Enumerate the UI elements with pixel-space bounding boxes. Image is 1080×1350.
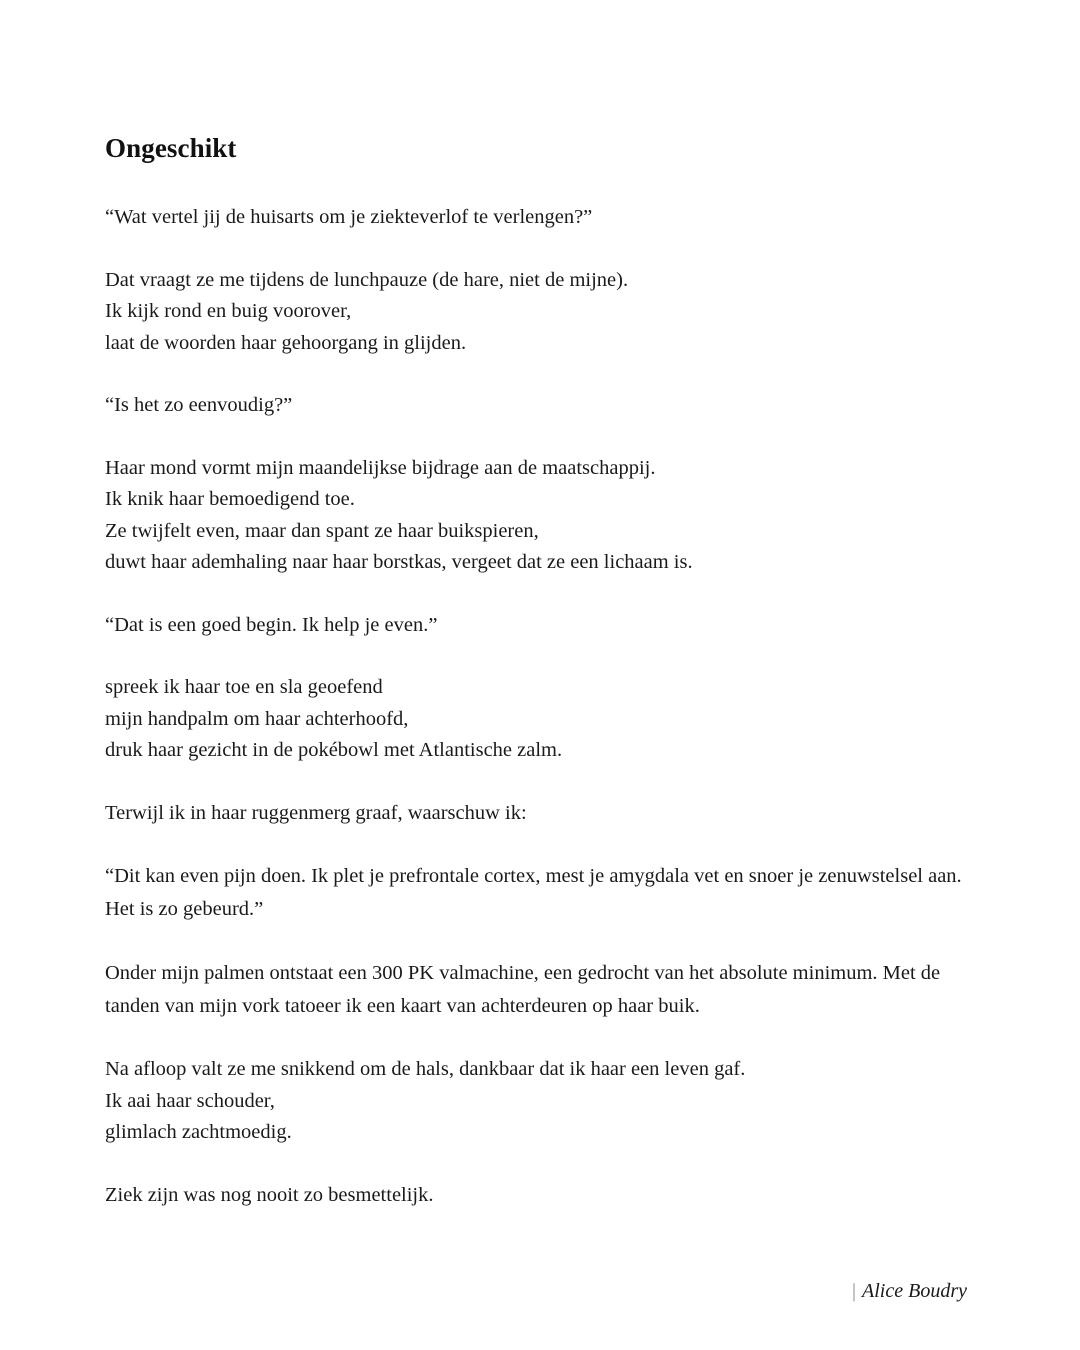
poem-line: Haar mond vormt mijn maandelijkse bijdrage aan de maatschappij. bbox=[105, 456, 656, 479]
poem-line: “Dat is een goed begin. Ik help je even.” bbox=[105, 613, 438, 636]
poem-line: “Dit kan even pijn doen. Ik plet je prefrontale cortex, mest je amygdala vet en snoer je zenuwstelsel aan. Het is zo gebeurd.” bbox=[105, 865, 967, 921]
poem-line: duwt haar ademhaling naar haar borstkas, vergeet dat ze een lichaam is. bbox=[105, 551, 693, 574]
poem-line: druk haar gezicht in de pokébowl met Atlantische zalm. bbox=[105, 739, 563, 762]
poem-line: Onder mijn palmen ontstaat een 300 PK valmachine, een gedrocht van het absolute minimum. Met de tanden van mijn vork tatoeer ik een kaart van achterdeuren op haar buik. bbox=[105, 962, 946, 1018]
stanza bbox=[105, 453, 967, 579]
poem-line: Dat vraagt ze me tijdens de lunchpauze (de hare, niet de mijne). bbox=[105, 268, 629, 291]
attribution-separator: | bbox=[852, 1280, 857, 1303]
poem-line: mijn handpalm om haar achterhoofd, bbox=[105, 707, 409, 730]
poem-line: Ik kijk rond en buig voorover, bbox=[105, 300, 352, 323]
stanza bbox=[105, 202, 967, 234]
stanza bbox=[105, 957, 967, 1023]
poem-line: “Is het zo eenvoudig?” bbox=[105, 394, 293, 417]
poem-line: Ik aai haar schouder, bbox=[105, 1089, 275, 1112]
poem-line: Na afloop valt ze me snikkend om de hals, dankbaar dat ik haar een leven gaf. bbox=[105, 1058, 746, 1081]
poem-line: spreek ik haar toe en sla geoefend bbox=[105, 676, 383, 699]
stanza bbox=[105, 390, 967, 422]
stanza bbox=[105, 610, 967, 642]
attribution-author: Alice Boudry bbox=[862, 1280, 967, 1303]
stanza bbox=[105, 860, 967, 926]
poem-line: Ziek zijn was nog nooit zo besmettelijk. bbox=[105, 1183, 434, 1206]
poem-line: glimlach zachtmoedig. bbox=[105, 1121, 292, 1144]
stanza bbox=[105, 265, 967, 360]
stanza bbox=[105, 1180, 967, 1212]
poem-line: laat de woorden haar gehoorgang in glijden. bbox=[105, 331, 467, 354]
poem-line: Ik knik haar bemoedigend toe. bbox=[105, 488, 355, 511]
stanza bbox=[105, 672, 967, 767]
poem-content bbox=[105, 132, 967, 1333]
poem-line: Ze twijfelt even, maar dan spant ze haar buikspieren, bbox=[105, 519, 539, 542]
poem-body bbox=[105, 202, 967, 1211]
poem-line: Terwijl ik in haar ruggenmerg graaf, waarschuw ik: bbox=[105, 801, 527, 824]
poem-line: “Wat vertel jij de huisarts om je ziekteverlof te verlengen?” bbox=[105, 206, 593, 229]
stanza bbox=[105, 798, 967, 830]
attribution bbox=[105, 1249, 967, 1333]
page-title: Ongeschikt bbox=[105, 133, 237, 163]
stanza bbox=[105, 1054, 967, 1149]
